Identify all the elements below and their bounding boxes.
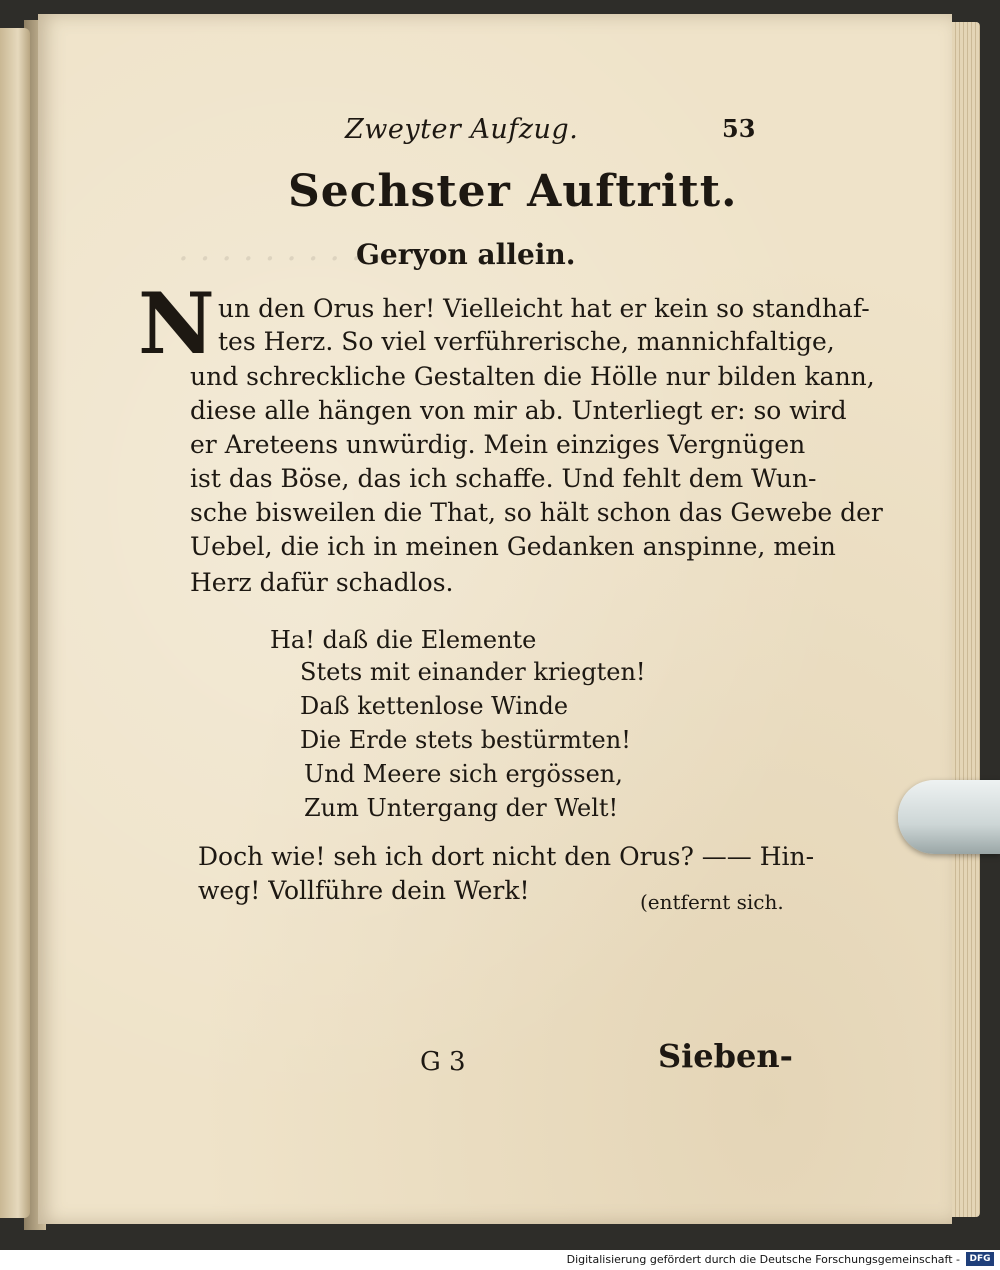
page-number: 53 [722,114,756,143]
book-page [38,14,952,1224]
verse-line: Ha! daß die Elemente [270,626,537,654]
closing-line: weg! Vollführe dein Werk! [198,876,530,905]
stage-direction: (entfernt sich. [640,890,784,914]
verse-line: Daß kettenlose Winde [300,692,569,720]
catchword: Sieben- [658,1037,793,1075]
prose-line: sche bisweilen die That, so hält schon das Gewebe der [190,498,883,527]
closing-line: Doch wie! seh ich dort nicht den Orus? —— Hin- [198,842,815,871]
prose-line: tes Herz. So viel verführerische, mannichfaltige, [218,327,835,356]
bookmark-tab [898,780,1000,854]
verse-line: Und Meere sich ergössen, [304,760,623,788]
prose-line: ist das Böse, das ich schaffe. Und fehlt dem Wun- [190,464,817,493]
prose-line: Herz dafür schadlos. [190,568,454,597]
dfg-logo: DFG [966,1252,994,1266]
verse-line: Stets mit einander kriegten! [300,658,646,686]
verse-line: Zum Untergang der Welt! [304,794,619,822]
running-head: Zweyter Aufzug. [345,114,579,145]
left-page-edge [0,28,30,1218]
prose-line: er Areteens unwürdig. Mein einziges Vergnügen [190,430,806,459]
signature-mark: G 3 [420,1047,466,1077]
speaker-line: Geryon allein. [356,238,576,271]
verse-line: Die Erde stets bestürmten! [300,726,631,754]
drop-capital: N [138,274,215,373]
prose-line: diese alle hängen von mir ab. Unterliegt er: so wird [190,396,847,425]
scene-title: Sechster Auftritt. [288,166,738,217]
prose-line: und schreckliche Gestalten die Hölle nur bilden kann, [190,362,875,391]
credit-text: Digitalisierung gefördert durch die Deutsche Forschungsgemeinschaft - [566,1253,960,1266]
prose-line: Uebel, die ich in meinen Gedanken anspinne, mein [190,532,836,561]
bleed-through: . . . . . . . . . . [178,229,384,269]
prose-line: un den Orus her! Vielleicht hat er kein so standhaf- [218,294,870,323]
